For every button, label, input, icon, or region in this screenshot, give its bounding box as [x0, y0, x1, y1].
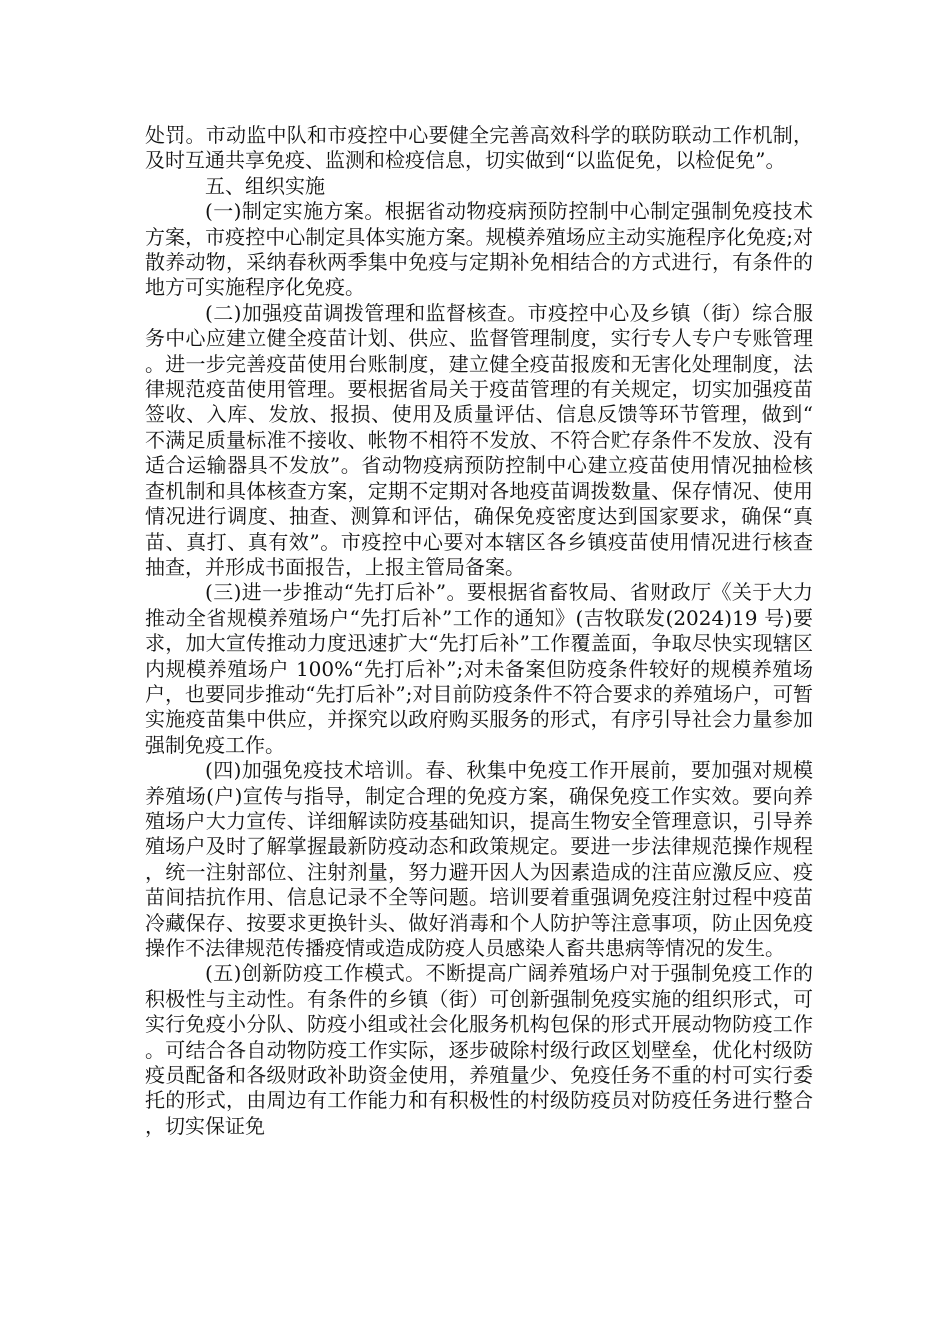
- document-body: [145, 123, 813, 1139]
- paragraph-continuation: 处罚。市动监中队和市疫控中心要健全完善高效科学的联防联动工作机制，及时互通共享免疫、监测和检疫信息，切实做到“以监促免，以检促免”。: [145, 123, 813, 173]
- paragraph-technical-training: (四)加强免疫技术培训。春、秋集中免疫工作开展前，要加强对规模养殖场(户)宣传与指导，制定合理的免疫方案，确保免疫工作实效。要向养殖场户大力宣传、详细解读防疫基础知识，提高生物安全管理意识，引导养殖场户及时了解掌握最新防疫动态和政策规定。要进一步法律规范操作规程，统一注射部位、注射剂量，努力避开因人为因素造成的注苗应激反应、疫苗间拮抗作用、信息记录不全等问题。培训要着重强调免疫注射过程中疫苗冷藏保存、按要求更换针头、做好消毒和个人防护等注意事项，防止因免疫操作不法律规范传播疫情或造成防疫人员感染人畜共患病等情况的发生。: [145, 758, 813, 960]
- paragraph-implementation-plan: (一)制定实施方案。根据省动物疫病预防控制中心制定强制免疫技术方案，市疫控中心制定具体实施方案。规模养殖场应主动实施程序化免疫;对散养动物，采纳春秋两季集中免疫与定期补免相结合的方式进行，有条件的地方可实施程序化免疫。: [145, 199, 813, 300]
- paragraph-innovation-model: (五)创新防疫工作模式。不断提高广阔养殖场户对于强制免疫工作的积极性与主动性。有条件的乡镇（街）可创新强制免疫实施的组织形式，可实行免疫小分队、防疫小组或社会化服务机构包保的形式开展动物防疫工作。可结合各自动物防疫工作实际，逐步破除村级行政区划壁垒，优化村级防疫员配备和各级财政补助资金使用，养殖量少、免疫任务不重的村可实行委托的形式，由周边有工作能力和有积极性的村级防疫员对防疫任务进行整合，切实保证免: [145, 961, 813, 1138]
- paragraph-vaccinate-first: (三)进一步推动“先打后补”。要根据省畜牧局、省财政厅《关于大力推动全省规模养殖场户“先打后补”工作的通知》(吉牧联发(2024)19 号)要求，加大宣传推动力度迅速扩大“先打后补”工作覆盖面，争取尽快实现辖区内规模养殖场户 100%“先打后补”;对未备案但防疫条件较好的规模养殖场户，也要同步推动“先打后补”;对目前防疫条件不符合要求的养殖场户，可暂实施疫苗集中供应，并探究以政府购买服务的形式，有序引导社会力量参加强制免疫工作。: [145, 580, 813, 757]
- paragraph-vaccine-management: (二)加强疫苗调拨管理和监督核查。市疫控中心及乡镇（街）综合服务中心应建立健全疫苗计划、供应、监督管理制度，实行专人专户专账管理。进一步完善疫苗使用台账制度，建立健全疫苗报废和无害化处理制度，法律规范疫苗使用管理。要根据省局关于疫苗管理的有关规定，切实加强疫苗签收、入库、发放、报损、使用及质量评估、信息反馈等环节管理，做到“不满足质量标准不接收、帐物不相符不发放、不符合贮存条件不发放、没有适合运输器具不发放”。省动物疫病预防控制中心建立疫苗使用情况抽检核查机制和具体核查方案，定期不定期对各地疫苗调拨数量、保存情况、使用情况进行调度、抽查、测算和评估，确保免疫密度达到国家要求，确保“真苗、真打、真有效”。市疫控中心要对本辖区各乡镇疫苗使用情况进行核查抽查，并形成书面报告，上报主管局备案。: [145, 300, 813, 579]
- section-heading: 五、组织实施: [205, 173, 325, 198]
